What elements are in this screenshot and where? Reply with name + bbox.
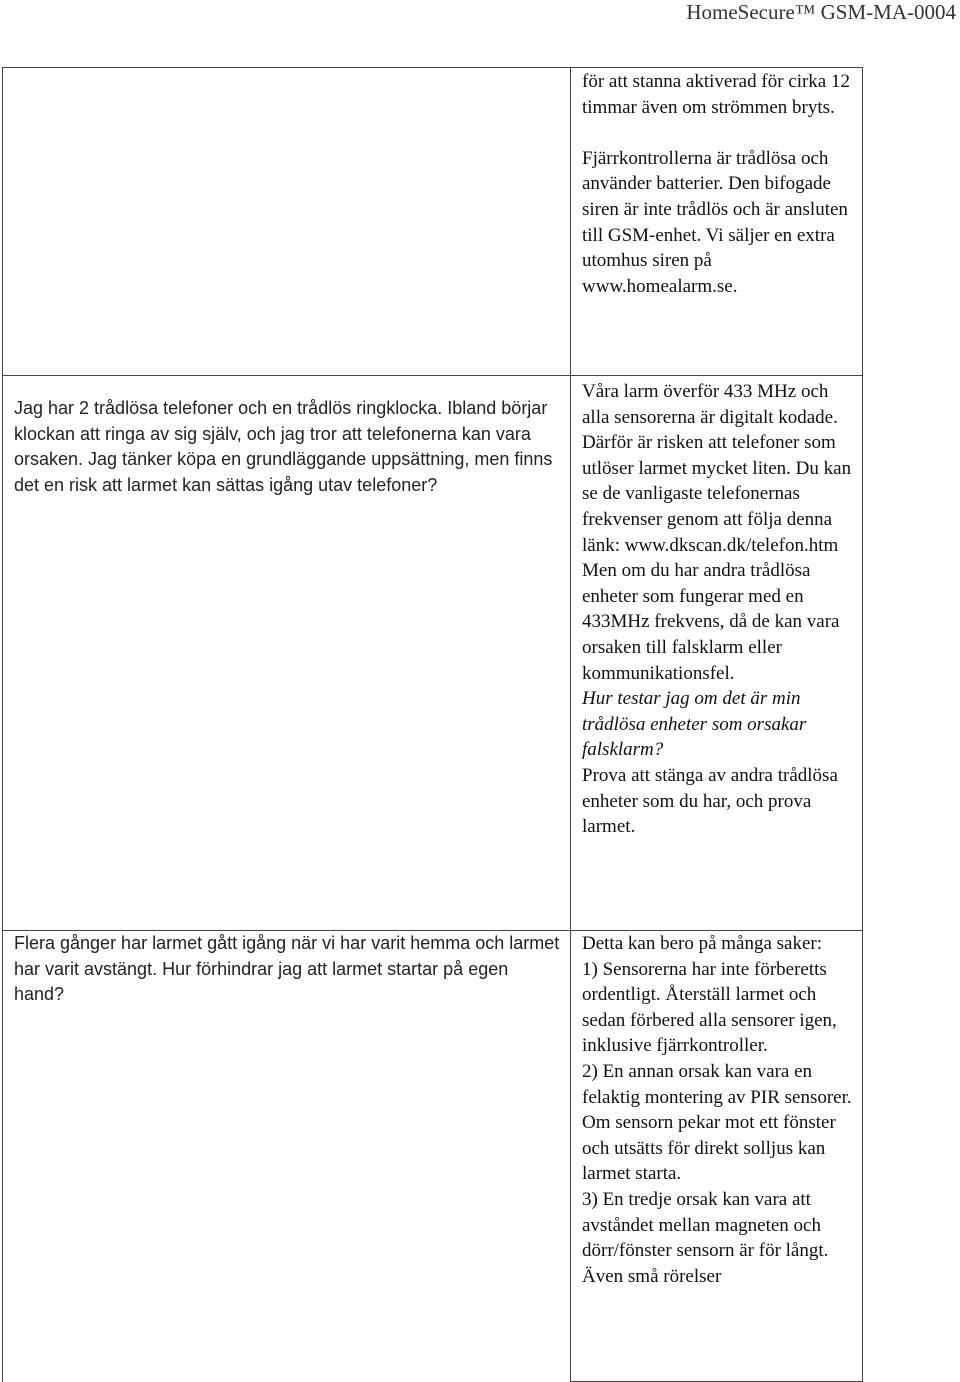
answer-paragraph: 1) Sensorerna har inte förberetts ordentligt. Återställ larmet och sedan förbered alla sensorer igen, inklusive fjärrkontroller.	[582, 958, 837, 1057]
answer-paragraph: Detta kan bero på många saker:	[582, 933, 823, 954]
question-text: Jag har 2 trådlösa telefoner och en trådlös ringklocka. Ibland börjar klockan att ringa av sig själv, och jag tror att telefonerna kan vara orsaken. Jag tänker köpa en grundläggande uppsättning, men finns det en risk att larmet kan sättas igång utav telefoner?	[14, 398, 553, 495]
question-cell	[3, 376, 571, 931]
answer-paragraph: Prova att stänga av andra trådlösa enheter som du har, och prova larmet.	[582, 764, 838, 838]
question-text	[3, 68, 570, 71]
document-header: HomeSecure™ GSM-MA-0004	[686, 0, 956, 24]
answer-paragraph: 2) En annan orsak kan vara en felaktig montering av PIR sensorer. Om sensorn pekar mot ett fönster och utsätts för direkt solljus kan larmet starta.	[582, 1060, 852, 1185]
table-row	[3, 68, 863, 376]
answer-paragraph: 3) En tredje orsak kan vara att avståndet mellan magneten och dörr/fönster sensorn är för långt. Även små rörelser	[582, 1188, 829, 1287]
question-cell	[3, 68, 571, 376]
answer-question-italic: Hur testar jag om det är min trådlösa enheter som orsakar falsklarm?	[582, 688, 807, 761]
table-row	[3, 376, 863, 931]
answer-paragraph: Våra larm överför 433 MHz och alla sensorerna är digitalt kodade. Därför är risken att telefoner som utlöser larmet mycket liten. Du kan se de vanligaste telefonernas frekvenser genom att följa denna länk: www.dkscan.dk/telefon.htm	[582, 381, 852, 556]
answer-paragraph: för att stanna aktiverad för cirka 12 timmar även om strömmen bryts.	[582, 71, 850, 118]
answer-paragraph: Men om du har andra trådlösa enheter som fungerar med en 433MHz frekvens, då de kan vara orsaken till falsklarm eller kommunikationsfel.	[582, 560, 840, 684]
answer-cell	[571, 68, 863, 376]
table-row	[3, 931, 863, 1382]
faq-table	[2, 67, 863, 1382]
question-text: Flera gånger har larmet gått igång när vi har varit hemma och larmet har varit avstängt. Hur förhindrar jag att larmet startar på egen hand?	[14, 933, 560, 1005]
question-cell	[3, 931, 571, 1382]
answer-cell	[571, 376, 863, 931]
answer-paragraph: Fjärrkontrollerna är trådlösa och använder batterier. Den bifogade siren är inte trådlös och är ansluten till GSM-enhet. Vi säljer en extra utomhus siren på www.homealarm.se.	[582, 147, 848, 297]
answer-cell	[571, 931, 863, 1382]
